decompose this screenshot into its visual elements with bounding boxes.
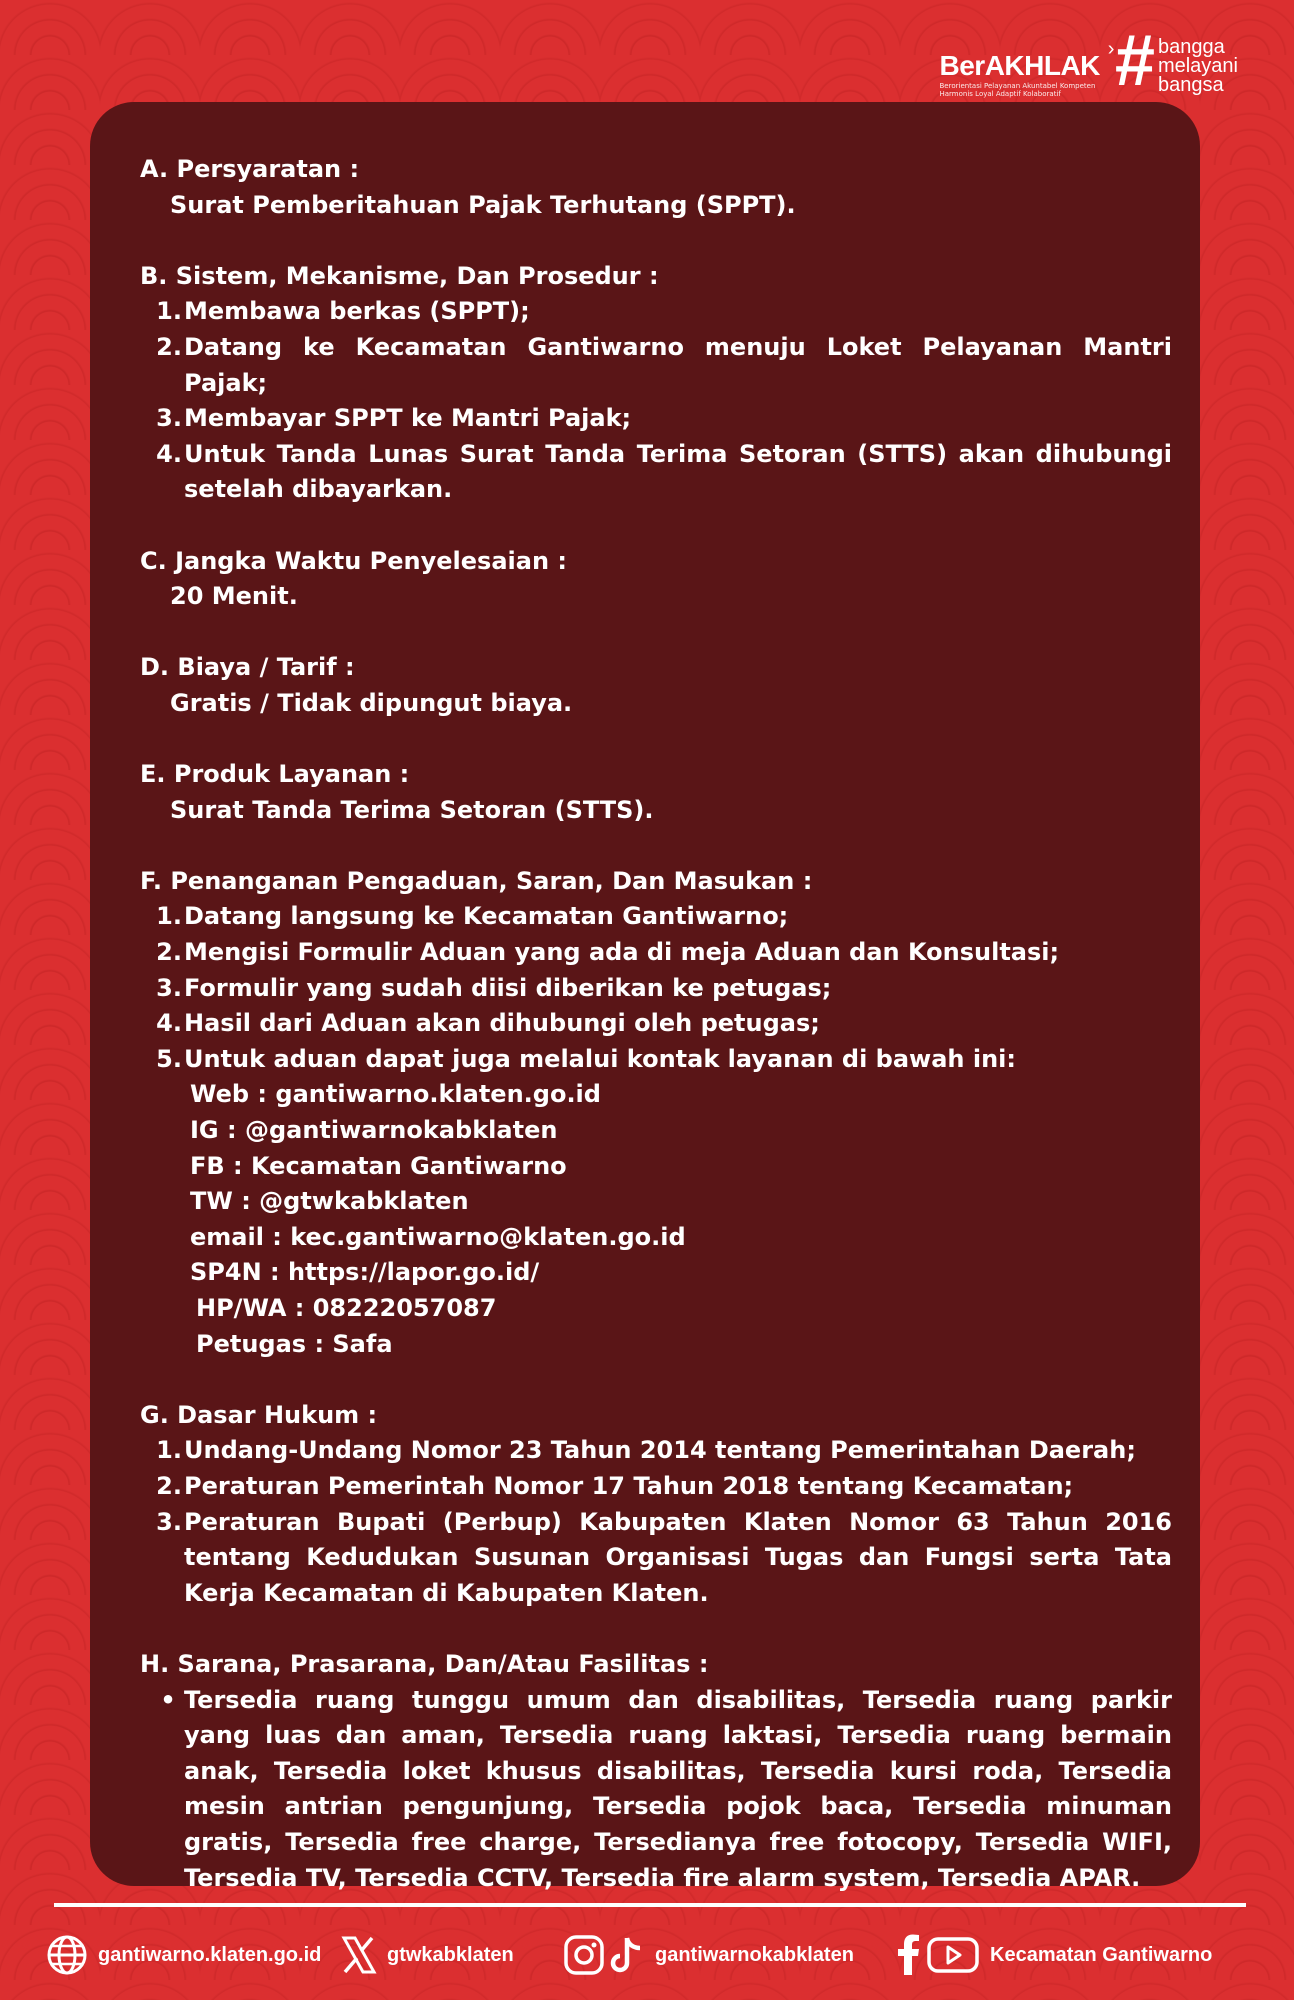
list-text: Membawa berkas (SPPT);	[184, 297, 530, 326]
bangga-melayani-bangsa-logo	[1113, 21, 1238, 101]
list-number: 2.	[156, 332, 182, 361]
list-item	[140, 971, 1172, 1007]
section-g-list	[140, 1433, 1172, 1611]
bullet-icon: •	[160, 1685, 176, 1714]
contact-email[interactable]: email : kec.gantiwarno@klaten.go.id	[190, 1222, 686, 1251]
list-item	[140, 935, 1172, 971]
list-number: 2.	[156, 938, 182, 967]
section-e	[140, 757, 1172, 828]
youtube-icon	[926, 1934, 980, 1976]
list-text: Hasil dari Aduan akan dihubungi oleh petugas;	[184, 1009, 820, 1038]
berakhlak-text: BerAKHLAK	[939, 50, 1100, 81]
section-c	[140, 544, 1172, 615]
list-text: Untuk aduan dapat juga melalui kontak layanan di bawah ini:	[184, 1044, 1016, 1073]
list-item	[140, 437, 1172, 508]
section-h-heading: H. Sarana, Prasarana, Dan/Atau Fasilitas :	[140, 1649, 709, 1678]
section-b-heading: B. Sistem, Mekanisme, Dan Prosedur :	[140, 261, 659, 290]
list-text: Tersedia ruang tunggu umum dan disabilitas, Tersedia ruang parkir yang luas dan aman, Tersedia ruang laktasi, Tersedia ruang bermain anak, Tersedia loket khusus disabilitas, Tersedia kursi roda, Tersedia mesin antrian pengunjung, Tersedia pojok baca, Tersedia minuman gratis, Tersedia free charge, Tersedianya free fotocopy, Tersedia WIFI, Tersedia TV, Tersedia CCTV, Tersedia fire alarm system, Tersedia APAR.	[184, 1685, 1172, 1892]
bangga-text: bangga	[1157, 36, 1225, 58]
list-item	[140, 899, 1172, 935]
list-item	[140, 1433, 1172, 1469]
section-h-list	[140, 1683, 1172, 1897]
contact-fb[interactable]: FB : Kecamatan Gantiwarno	[190, 1151, 567, 1180]
section-d-heading: D. Biaya / Tarif :	[140, 653, 355, 682]
list-item	[140, 1683, 1172, 1897]
footer-instagram-tiktok[interactable]	[563, 1934, 896, 1976]
header-logos	[939, 21, 1239, 101]
list-item	[140, 1505, 1172, 1612]
footer-facebook-youtube[interactable]	[896, 1934, 1212, 1976]
berakhlak-tagline-2: Harmonis Loyal Adaptif Kolaboratif	[939, 90, 1061, 98]
tiktok-icon	[609, 1934, 645, 1976]
section-h	[140, 1647, 1172, 1896]
section-d-body: Gratis / Tidak dipungut biaya.	[170, 688, 573, 717]
section-f-heading: F. Penanganan Pengaduan, Saran, Dan Masukan :	[140, 866, 813, 895]
footer-x-text: gtwkabklaten	[387, 1943, 514, 1966]
x-icon	[341, 1935, 377, 1975]
section-e-body: Surat Tanda Terima Setoran (STTS).	[170, 795, 654, 824]
list-item	[140, 1469, 1172, 1505]
berakhlak-wordmark	[939, 38, 1114, 82]
footer-website-text: gantiwarno.klaten.go.id	[98, 1943, 322, 1966]
instagram-icon	[563, 1934, 605, 1976]
service-info-card	[90, 102, 1200, 1892]
list-number: 3.	[156, 1507, 182, 1536]
list-text: Untuk Tanda Lunas Surat Tanda Terima Setoran (STTS) akan dihubungi setelah dibayarkan.	[184, 439, 1172, 504]
list-text: Peraturan Bupati (Perbup) Kabupaten Klaten Nomor 63 Tahun 2016 tentang Kedudukan Susunan Organisasi Tugas dan Fungsi serta Tata Kerja Kecamatan di Kabupaten Klaten.	[184, 1507, 1172, 1607]
list-text: Peraturan Pemerintah Nomor 17 Tahun 2018 tentang Kecamatan;	[184, 1471, 1074, 1500]
berakhlak-tagline-1: Berorientasi Pelayanan Akuntabel Kompeten	[939, 82, 1096, 90]
list-item	[140, 330, 1172, 401]
footer-divider	[54, 1903, 1246, 1907]
section-c-body: 20 Menit.	[170, 582, 298, 611]
bangsa-text: bangsa	[1157, 74, 1224, 96]
list-item	[140, 294, 1172, 330]
contact-hp[interactable]: HP/WA : 08222057087	[196, 1294, 497, 1322]
list-number: 2.	[156, 1471, 182, 1500]
section-b-list	[140, 294, 1172, 508]
list-text: Membayar SPPT ke Mantri Pajak;	[184, 404, 632, 433]
list-number: 3.	[156, 404, 182, 433]
list-number: 1.	[156, 297, 182, 326]
section-e-heading: E. Produk Layanan :	[140, 760, 410, 789]
section-g-heading: G. Dasar Hukum :	[140, 1400, 378, 1429]
contact-web[interactable]: Web : gantiwarno.klaten.go.id	[190, 1080, 601, 1109]
contact-tw[interactable]: TW : @gtwkabklaten	[190, 1187, 469, 1216]
section-a-body: Surat Pemberitahuan Pajak Terhutang (SPPT).	[170, 190, 796, 219]
footer	[46, 1928, 1256, 1982]
chevron-icon: ›	[1107, 38, 1114, 60]
list-number: 1.	[156, 902, 182, 931]
contact-list	[140, 1077, 1172, 1362]
list-number: 5.	[156, 1044, 182, 1073]
footer-instagram-text: gantiwarnokabklaten	[655, 1943, 854, 1966]
list-text: Datang ke Kecamatan Gantiwarno menuju Loket Pelayanan Mantri Pajak;	[184, 332, 1172, 397]
section-a	[140, 152, 1172, 223]
contact-petugas: Petugas : Safa	[196, 1329, 393, 1358]
list-text: Undang-Undang Nomor 23 Tahun 2014 tentang Pemerintahan Daerah;	[184, 1436, 1136, 1465]
list-item	[140, 1042, 1172, 1078]
list-number: 4.	[156, 439, 182, 468]
globe-icon	[46, 1934, 88, 1976]
hashtag-icon: #	[1113, 21, 1154, 101]
list-text: Formulir yang sudah diisi diberikan ke petugas;	[184, 973, 832, 1002]
facebook-icon	[896, 1934, 920, 1976]
list-number: 1.	[156, 1436, 182, 1465]
section-a-heading: A. Persyaratan :	[140, 155, 360, 183]
list-item	[140, 401, 1172, 437]
melayani-text: melayani	[1157, 55, 1238, 77]
list-item	[140, 1006, 1172, 1042]
section-f	[140, 864, 1172, 1362]
footer-x[interactable]	[341, 1935, 563, 1975]
list-number: 4.	[156, 1009, 182, 1038]
section-c-heading: C. Jangka Waktu Penyelesaian :	[140, 546, 567, 575]
contact-sp4n[interactable]: SP4N : https://lapor.go.id/	[190, 1258, 540, 1287]
footer-facebook-text: Kecamatan Gantiwarno	[990, 1943, 1213, 1966]
list-text: Mengisi Formulir Aduan yang ada di meja Aduan dan Konsultasi;	[184, 938, 1060, 967]
section-d	[140, 650, 1172, 721]
berakhlak-logo	[939, 38, 1114, 98]
contact-ig[interactable]: IG : @gantiwarnokabklaten	[190, 1116, 558, 1145]
section-g	[140, 1398, 1172, 1612]
list-number: 3.	[156, 973, 182, 1002]
list-text: Datang langsung ke Kecamatan Gantiwarno;	[184, 902, 789, 931]
footer-website[interactable]	[46, 1934, 341, 1976]
section-f-list	[140, 899, 1172, 1077]
section-b	[140, 259, 1172, 508]
